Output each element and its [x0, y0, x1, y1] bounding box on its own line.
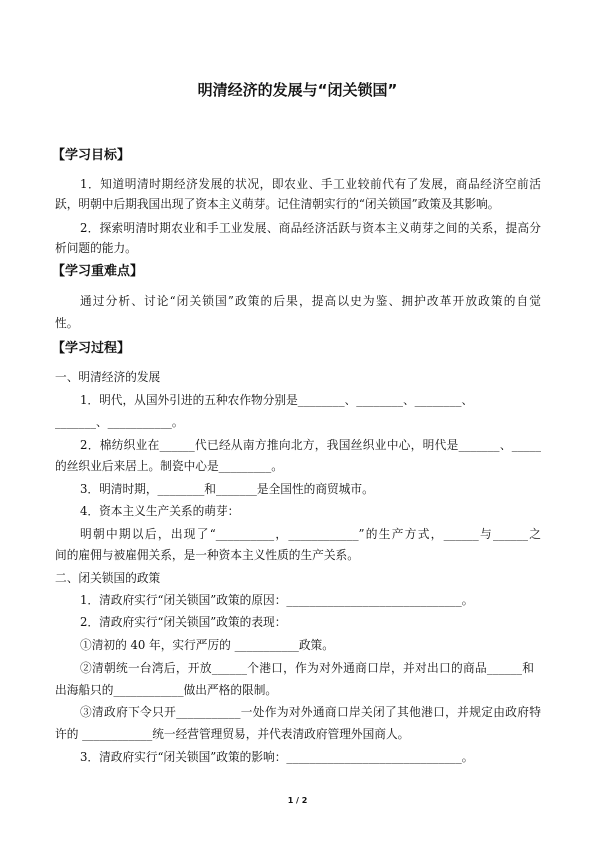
section-heading-process: 【学习过程】 — [52, 341, 131, 356]
section-heading-key-points: 【学习重难点】 — [52, 264, 144, 279]
subsection-title-policy: 二、闭关锁国的政策 — [55, 571, 161, 585]
question-line: 1．明代，从国外引进的五种农作物分别是________、________、________、 — [80, 393, 474, 407]
question-line: 出海船只的____________做出严格的限制。 — [55, 683, 278, 697]
goal-line: 析问题的能力。 — [55, 241, 137, 255]
question-line: 明朝中期以后，出现了“__________，____________”的生产方式，______与______之 — [80, 527, 541, 541]
question-line: ①清初的 40 年，实行严厉的 ___________政策。 — [80, 638, 334, 652]
key-point-line: 性。 — [55, 316, 79, 330]
question-line: 4．资本主义生产关系的萌芽： — [80, 504, 240, 518]
subsection-title-economy: 一、明清经济的发展 — [55, 370, 161, 384]
page-number: 1 / 2 — [287, 796, 308, 805]
question-line: 许的 ____________统一经营管理贸易，并代表清政府管理外国商人。 — [55, 727, 410, 741]
goal-line: 2．探索明清时期农业和手工业发展、商品经济活跃与资本主义萌芽之间的关系，提高分 — [80, 221, 541, 235]
question-line: 2．棉纺织业在______代已经从南方推向北方，我国丝织业中心，明代是_______、_____ — [80, 438, 541, 452]
question-line: 3．清政府实行“闭关锁国”政策的影响：______________________________。 — [80, 750, 474, 764]
key-point-line: 通过分析、讨论“闭关锁国”政策的后果，提高以史为鉴、拥护改革开放政策的自觉 — [80, 294, 541, 308]
question-line: 3．明清时期，________和_______是全国性的商贸城市。 — [80, 482, 374, 496]
question-line: 2．清政府实行“闭关锁国”政策的表现： — [80, 615, 287, 629]
question-line: 间的雇佣与被雇佣关系，是一种资本主义性质的生产关系。 — [55, 548, 359, 562]
question-line: 1．清政府实行“闭关锁国”政策的原因：______________________________。 — [80, 593, 474, 607]
question-line: 的丝织业后来居上。制瓷中心是_________。 — [55, 459, 283, 473]
page-title: 明清经济的发展与“闭关锁国” — [197, 81, 398, 99]
question-line: ②清朝统一台湾后，开放______个港口，作为对外通商口岸，并对出口的商品______和 — [80, 661, 534, 675]
question-line: ③清政府下令只开___________一处作为对外通商口岸关闭了其他港口，并规定由政府特 — [80, 705, 541, 719]
goal-line: 跃，明朝中后期我国出现了资本主义萌芽。记住清朝实行的“闭关锁国”政策及其影响。 — [55, 197, 500, 211]
goal-line: 1．知道明清时期经济发展的状况，即农业、手工业较前代有了发展，商品经济空前活 — [80, 177, 541, 191]
question-line: _______、___________。 — [55, 415, 184, 429]
section-heading-goals: 【学习目标】 — [52, 148, 131, 163]
